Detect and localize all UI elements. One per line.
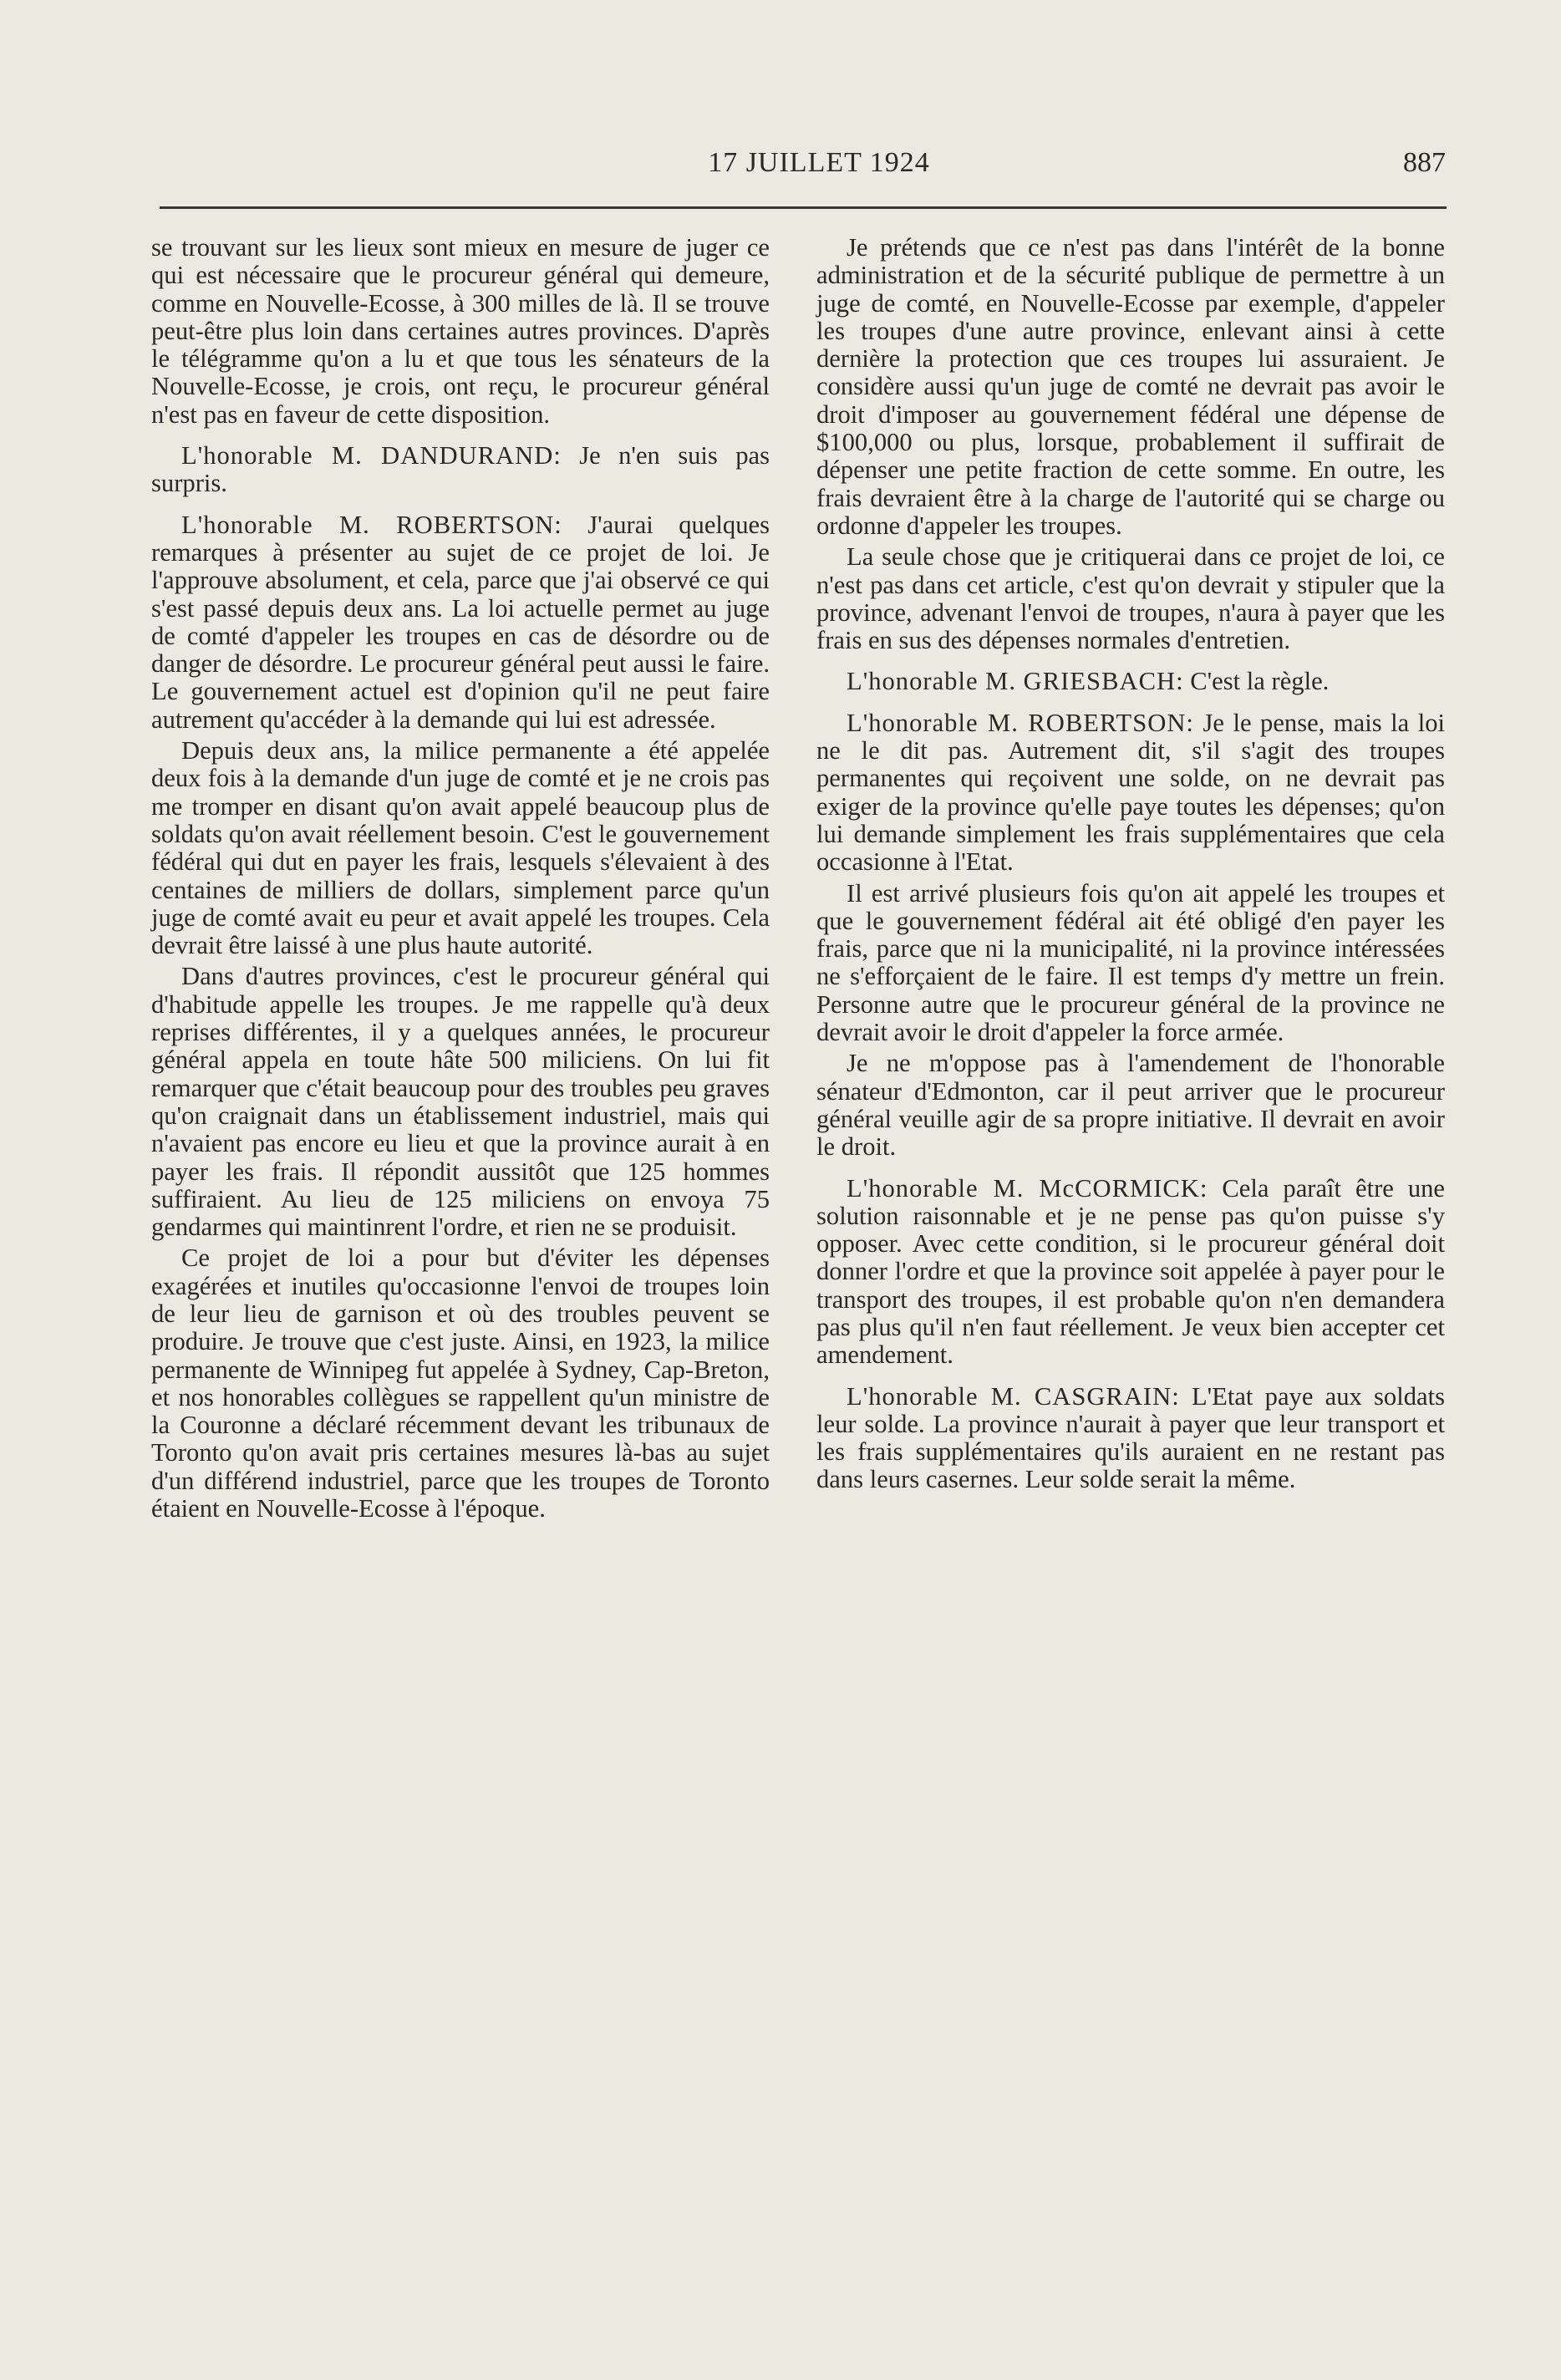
paragraph: se trouvant sur les lieux sont mieux en mesure de juger ce qui est nécessaire que le procureur général qui demeure, comme en Nouvelle-Ecosse, à 300 milles de là. Il se trouve peut-être plus loin dans certaines autres provinces. D'après le télégramme qu'on a lu et que tous les sénateurs de la Nouvelle-Ecosse, je crois, ont reçu, le procureur général n'est pas en faveur de cette disposition. [151, 233, 770, 429]
speech-text: Cela paraît être une solution raisonnable et je ne pense pas qu'on puisse s'y opposer. Avec cette condition, si le procureur général doit donner l'ordre et que la province soit appelée à payer pour le transport des troupes, il est probable qu'on n'en demandera pas plus qu'il n'en faut réellement. Je veux bien accepter cet amendement. [816, 1173, 1445, 1370]
left-column [151, 234, 770, 1523]
speech-text: C'est la règle. [1190, 667, 1330, 696]
speaker-name: L'honorable M. GRIESBACH: [847, 667, 1184, 696]
paragraph: La seule chose que je critiquerai dans ce projet de loi, ce n'est pas dans cet article, c'est qu'on devrait y stipuler que la province, advenant l'envoi de troupes, n'aura à payer que les frais en sus des dépenses normales d'entretien. [816, 542, 1445, 655]
speaker-name: L'honorable M. CASGRAIN: [847, 1381, 1180, 1411]
speaker-name: L'honorable M. ROBERTSON: [181, 510, 562, 539]
paragraph: Depuis deux ans, la milice permanente a été appelée deux fois à la demande d'un juge de comté et je ne crois pas me tromper en disant qu'on avait appelé beaucoup plus de soldats qu'on avait réellement besoin. C'est le gouvernement fédéral qui dut en payer les frais, lesquels s'élevaient à des centaines de milliers de dollars, simplement parce qu'un juge de comté avait eu peur et avait appelé les troupes. Cela devrait être laissé à une plus haute autorité. [151, 736, 770, 960]
header-date: 17 JUILLET 1924 [708, 147, 930, 178]
speech-paragraph [816, 668, 1445, 695]
paragraph: Il est arrivé plusieurs fois qu'on ait appelé les troupes et que le gouvernement fédéral ait été obligé d'en payer les frais, parce que ni la municipalité, ni la province intéressées ne s'efforçaient de le faire. Il est temps d'y mettre un frein. Personne autre que le procureur général de la province ne devrait avoir le droit d'appeler la force armée. [816, 878, 1445, 1047]
header-rule [160, 206, 1447, 209]
speaker-name: L'honorable M. DANDURAND: [181, 441, 562, 470]
speech-text: Je n'en suis pas surpris. [151, 441, 770, 498]
speech-text: Je le pense, mais la loi ne le dit pas. Autrement dit, s'il s'agit des troupes permanentes qui reçoivent une solde, on ne devrait pas exiger de la province qu'elle paye toutes les dépenses; qu'on lui demande simplement les frais supplémentaires que cela occasionne à l'Etat. [816, 708, 1445, 877]
speech-paragraph [151, 511, 770, 734]
speech-paragraph [816, 709, 1445, 877]
speaker-name: L'honorable M. ROBERTSON: [847, 708, 1194, 737]
paragraph: Dans d'autres provinces, c'est le procureur général qui d'habitude appelle les troupes. Je me rappelle qu'à deux reprises différentes, il y a quelques années, le procureur général appela en toute hâte 500 miliciens. On lui fit remarquer que c'était beaucoup pour des troubles peu graves qu'on craignait dans un établissement industriel, mais qui n'avaient pas encore eu lieu et que la province aurait à en payer les frais. Il répondit aussitôt que 125 hommes suffiraient. Au lieu de 125 miliciens on envoya 75 gendarmes qui maintinrent l'ordre, et rien ne se produisit. [151, 962, 770, 1242]
right-column [816, 234, 1445, 1494]
paragraph: Ce projet de loi a pour but d'éviter les dépenses exagérées et inutiles qu'occasionne l'envoi de troupes loin de leur lieu de garnison et où des troubles peuvent se produire. Je trouve que c'est juste. Ainsi, en 1923, la milice permanente de Winnipeg fut appelée à Sydney, Cap-Breton, et nos honorables collègues se rappellent qu'un ministre de la Couronne a déclaré récemment devant les tribunaux de Toronto qu'on avait pris certaines mesures là-bas au sujet d'un différend industriel, parce que les troupes de Toronto étaient en Nouvelle-Ecosse à l'époque. [151, 1243, 770, 1523]
speech-paragraph [816, 1175, 1445, 1370]
speaker-name: L'honorable M. McCORMICK: [847, 1173, 1208, 1203]
speech-paragraph [151, 442, 770, 498]
paragraph: Je ne m'oppose pas à l'amendement de l'honorable sénateur d'Edmonton, car il peut arriver que le procureur général veuille agir de sa propre initiative. Il devrait en avoir le droit. [816, 1049, 1445, 1162]
paragraph: Je prétends que ce n'est pas dans l'intérêt de la bonne administration et de la sécurité publique de permettre à un juge de comté, en Nouvelle-Ecosse par exemple, d'appeler les troupes d'une autre province, enlevant ainsi à cette dernière la protection que ces troupes lui assuraient. Je considère aussi qu'un juge de comté ne devrait pas avoir le droit d'imposer au gouvernement fédéral une dépense de $100,000 ou plus, lorsque, probablement il suffirait de dépenser une petite fraction de cette somme. En outre, les frais devraient être à la charge de l'autorité qui se charge ou ordonne d'appeler les troupes. [816, 233, 1445, 540]
speech-text: L'Etat paye aux soldats leur solde. La province n'aurait à payer que leur transport et les frais supplémentaires qu'ils auraient en ne restant pas dans leurs casernes. Leur solde serait la même. [816, 1381, 1445, 1494]
speech-text: J'aurai quelques remarques à présenter au sujet de ce projet de loi. Je l'approuve absolument, et cela, parce que j'ai observé ce qui s'est passé depuis deux ans. La loi actuelle permet au juge de comté d'appeler les troupes en cas de désordre ou de danger de désordre. Le procureur général peut aussi le faire. Le gouvernement actuel est d'opinion qu'il ne peut faire autrement qu'accéder à la demande qui lui est adressée. [151, 510, 770, 734]
page-header [0, 147, 1561, 189]
speech-paragraph [816, 1383, 1445, 1494]
page-number: 887 [1403, 147, 1446, 178]
